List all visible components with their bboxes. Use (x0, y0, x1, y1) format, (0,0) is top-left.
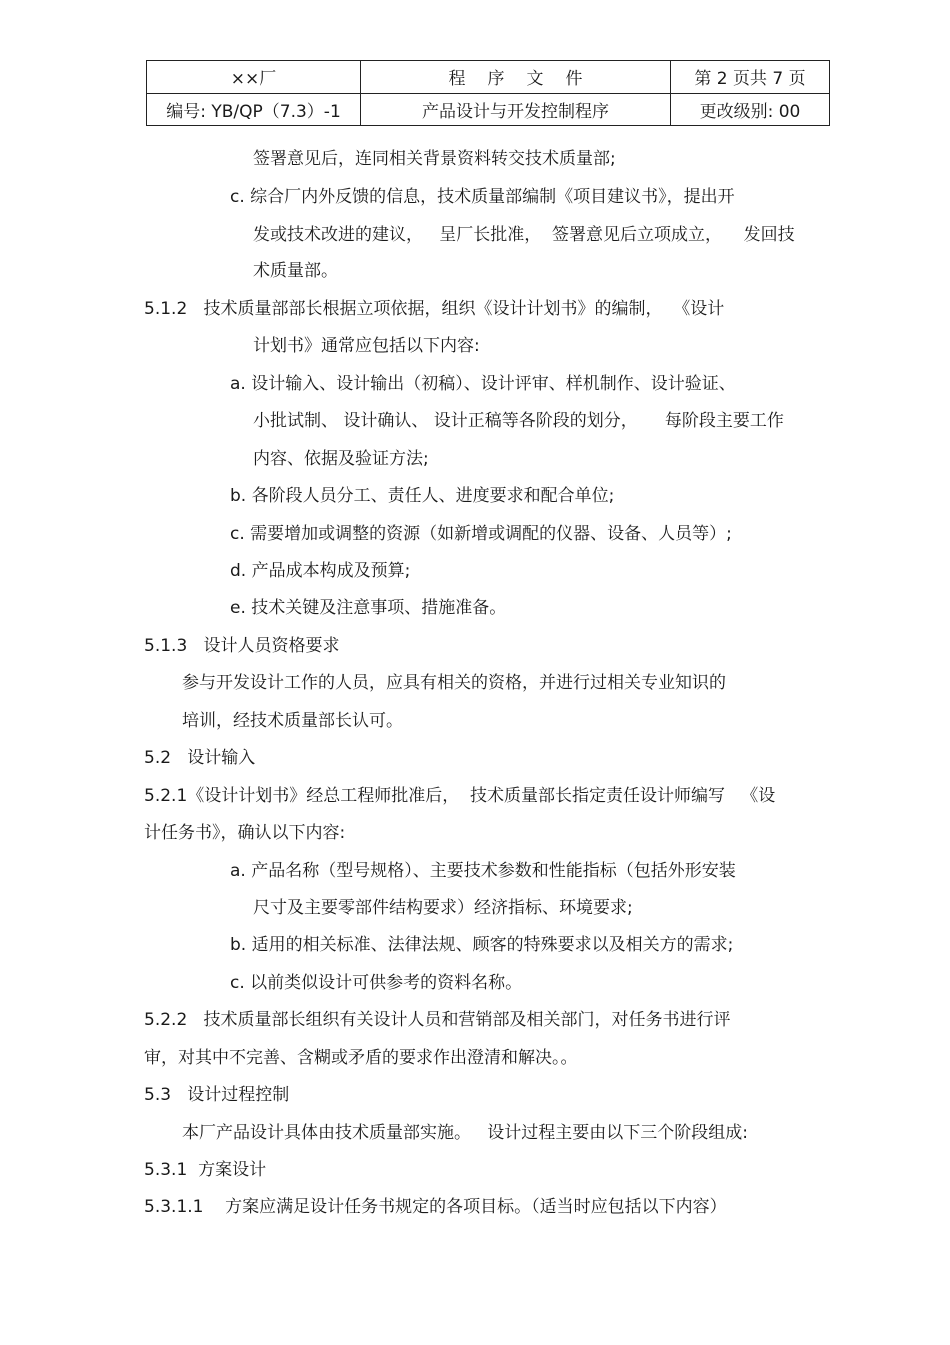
body-line: 术质量部。 (253, 261, 338, 281)
body-line: 参与开发设计工作的人员，应具有相关的资格，并进行过相关专业知识的 (182, 673, 726, 693)
body-line: 内容、依据及验证方法; (253, 449, 429, 469)
body-line: 签署意见后，连同相关背景资料转交技术质量部; (253, 149, 616, 169)
factory-name: ××厂 (147, 61, 361, 94)
body-line: a. 产品名称（型号规格）、主要技术参数和性能指标（包括外形安装 (230, 861, 736, 881)
section-heading: 5.2.2 技术质量部长组织有关设计人员和营销部及相关部门，对任务书进行评 (144, 1010, 731, 1030)
body-line: 培训，经技术质量部长认可。 (182, 711, 403, 731)
body-line: 本厂产品设计具体由技术质量部实施。 设计过程主要由以下三个阶段组成: (182, 1123, 748, 1143)
body-line: b. 适用的相关标准、法律法规、顾客的特殊要求以及相关方的需求; (230, 935, 734, 955)
section-heading: 5.3.1 方案设计 (144, 1160, 267, 1180)
body-line: c. 以前类似设计可供参考的资料名称。 (230, 973, 523, 993)
body-line: d. 产品成本构成及预算; (230, 561, 411, 581)
section-heading: 5.3.1.1 方案应满足设计任务书规定的各项目标。（适当时应包括以下内容） (144, 1197, 727, 1217)
page-info: 第 2 页共 7 页 (671, 61, 830, 94)
document-number: 编号: YB/QP（7.3）-1 (147, 93, 361, 126)
body-line: 审，对其中不完善、含糊或矛盾的要求作出澄清和解决。。 (144, 1048, 578, 1068)
document-type-title: 程序文件 (361, 61, 671, 94)
section-heading: 5.1.2 技术质量部部长根据立项依据，组织《设计计划书》的编制， 《设计 (144, 299, 725, 319)
body-line: e. 技术关键及注意事项、措施准备。 (230, 598, 507, 618)
section-heading: 5.2 设计输入 (144, 748, 256, 768)
section-heading: 5.3 设计过程控制 (144, 1085, 290, 1105)
body-line: 尺寸及主要零部件结构要求）经济指标、环境要求; (253, 898, 633, 918)
body-line: a. 设计输入、设计输出（初稿）、设计评审、样机制作、设计验证、 (230, 374, 736, 394)
body-line: 发或技术改进的建议， 呈厂长批准， 签署意见后立项成立， 发回技 (253, 225, 795, 245)
procedure-name: 产品设计与开发控制程序 (361, 93, 671, 126)
section-heading: 5.2.1《设计计划书》经总工程师批准后， 技术质量部长指定责任设计师编写 《设 (144, 786, 776, 806)
body-line: 计划书》通常应包括以下内容: (253, 336, 480, 356)
body-line: c. 需要增加或调整的资源（如新增或调配的仪器、设备、人员等）; (230, 524, 732, 544)
body-line: b. 各阶段人员分工、责任人、进度要求和配合单位; (230, 486, 615, 506)
body-line: c. 综合厂内外反馈的信息，技术质量部编制《项目建议书》，提出开 (230, 187, 735, 207)
document-header-table (146, 60, 830, 126)
revision-level: 更改级别: 00 (671, 93, 830, 126)
body-line: 小批试制、 设计确认、 设计正稿等各阶段的划分， 每阶段主要工作 (253, 411, 784, 431)
section-heading: 5.1.3 设计人员资格要求 (144, 636, 340, 656)
body-line: 计任务书》，确认以下内容: (144, 823, 346, 843)
